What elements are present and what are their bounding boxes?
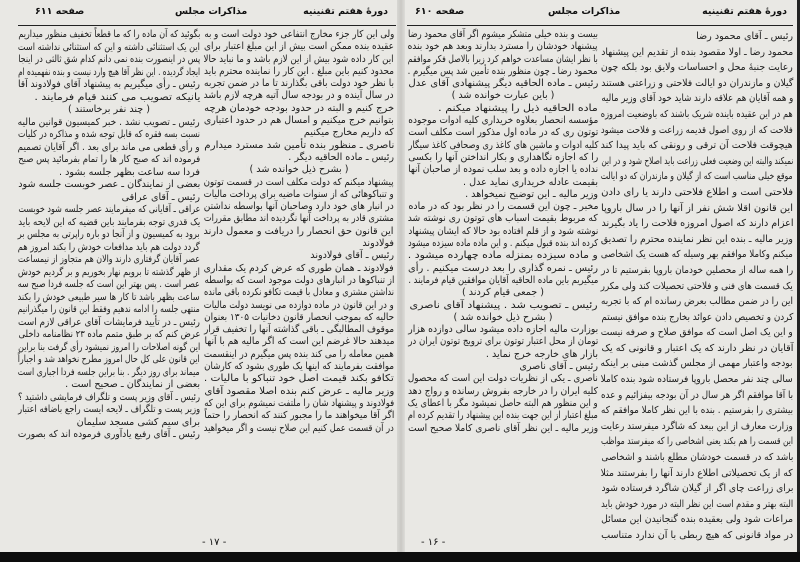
header-title: مذاکرات مجلس [548,6,621,17]
text-line: نوشته شود و از قلم افتاده بود حالا که ایشان پیشنهاد [408,225,598,237]
text-column-left [18,29,200,442]
text-line: وزیر مالیه ـ عرض کنم بنده اصلا مقصود آقای [204,385,394,397]
text-line: بیشتری را بفرستیم . بنده با این نظر کاملا موافقم که [601,405,793,417]
text-line: بعضی از نمایندگان ـ عصر خوبست جلسه شود [18,179,200,190]
text-line: و ماده سیزده بمنزله ماده چهارده میشود . [408,250,598,262]
text-line: فردا سه ساعت بظهر جلسه بشود . [59,166,200,178]
text-line: محمود رضا ـ چون منظور بنده تأمین شد پس میگیرم . [408,65,598,77]
text-line: موافقت بفرمایند که اینها یک طوری بشود که کارشان [204,361,394,373]
text-line: البته بهتر و مقدم است این نظر البته در مورد خودش باید [601,498,793,510]
text-line: هم در این عقیده باینده شریک باشند که باوضعیت امروزه [601,108,793,120]
text-line: کلیه ایران را در خارجه بفروش رسانده و رواج دهد [408,385,598,397]
text-line: برای زراعت چای اگر از گیلان شاگرد فرستاده شود [601,483,793,495]
text-line: و همه آقایان هم علاقه دارند شاید خود آقای وزیر مالیه [601,93,793,105]
text-line: این گونه اصلاحات را امروز نمیشود رأی گرفت بنا براین [18,341,200,353]
text-line: محمود رضا ـ اولا مقصود بنده از تقدیم این پیشنهاد [601,46,793,58]
text-line: مبلغ اعتبار از این جهت بنده این پیشنهاد را تقدیم کرده ام [408,410,598,422]
text-line: عرض کنم که بر طبق متمم ماده ۲۳ نظامنامه داخلی [18,329,200,340]
text-line: توتون ری که در ماده اول مذکور است مکلف است [408,127,598,139]
text-line: همین معامله را می کند بنده پس میگیرم در اینقسمت [204,348,394,360]
text-line: مراعات شود ولی بعقیده بنده گنجانیدن این مسائل [601,514,793,526]
text-line: ناصری ـ منظور بنده تأمین شد مسترد میدارم [204,139,394,151]
text-line: این را در ضمن مطالب بعرض رسانده ام که با تجربه [601,296,793,308]
text-line: بقیمت عادله خریداری نماید عدل . [463,176,598,188]
text-line: یک قدری توجه بفرمایند باین قضیه که این لایحه باید [18,216,200,228]
text-line: رئیس ـ آقای محمود رضا [696,31,793,42]
text-line: برود به کمیسیون و از آنجا دو باره راپرتی به مجلس بر [18,229,200,240]
text-line: بگوئید که آن ماده را که ما قطعاً تخفیف منظور میداریم [18,29,200,40]
text-line: با نظر خود دولت باقی بگذارند تا ما در ضمن تجربه [204,78,394,90]
text-line: محدود کنیم باین مبلغ . این کار را نماینده محترم باید [204,65,394,77]
text-line: موقوف المطالبگی ـ باقی گذاشته آنها را تخفیف قرار [204,324,394,336]
text-line: وزیر مالیه ـ این نظر آقای ناصری کاملا صحیح است [408,422,598,434]
text-line: باشد که در قسمت خودشان مطلع باشند و اشخاصی [601,452,793,464]
text-line: بوزارت مالیه اجازه داده میشود سالی دوازده هزار [408,324,598,336]
text-line: میگیریم باین ماده الحاقیه آقایان موافقین قیام فرمایند . [408,274,598,286]
text-line: اگر آقا میخواهند ما را مجبور کنند که انحصار را حتماً [204,410,394,422]
header-title: مذاکرات مجلس [175,6,248,17]
text-line: یانیکه تصویب می کنند قیام فرمایند . [33,91,200,103]
text-line: ( بشرح ذیل خوانده شد ) [453,311,553,323]
text-line: ( جمعی قیام کردند ) [462,287,544,299]
text-line: نداده یا اجازه داده و بعد سلب نموده از صاحبان آنها [408,164,598,176]
text-line: هیچوقت فلاحت آن ترقی و رونقی که باید پیدا کند [601,140,793,152]
text-line: رئیس ـ تصویب شد . پیشنهاد آقای ناصری [409,299,598,311]
text-line: رئیس ـ رأی میگیریم به پیشنهاد آقای فولادوند آقا [18,79,200,90]
header-session: دورهٔ هفتم تقنینیه [303,6,388,17]
text-line: فلاحتی است و اطلاع فلاحتی دارند یا رای دادن [601,186,793,198]
text-line: این قانون علی کل حال امروز مطرح نخواهد شد و اجباراً [18,354,200,365]
text-line: کردن و تخصیص دادن عوائد بخارج بنده موافق نیستم [601,311,793,323]
text-line: رئیس ـ آقای فولادوند [310,250,394,262]
text-line: پیشنهاد خودشان را مسترد بدارند وبعد هم خود بنده [408,41,598,53]
text-line: گیلان و مازندران دو ایالت فلاحتی و زراعتی هستند [601,77,793,89]
text-line: سالی چند نفر محصل باروپا فرستاده شود بنده کاملا [601,374,793,386]
text-line: تومان از محل اعتبار توتون برای ترویج توتون ایران در [408,336,598,348]
text-line: رئیس ـ تصویب نشد . خبر کمیسیون قوانین مالیه [18,116,200,128]
text-line: یک قسمت های فنی و فلاحتی تحصیلات کند ولی مکرر [601,280,793,292]
text-line: برای سیم کشی مسجد سلیمان [76,416,200,428]
text-line: از ظهر گذشته تا برویم نهار بخوریم و بر گردیم خودش [18,266,200,278]
text-line: رئیس ـ آقای عراقی [121,191,200,203]
text-column-right [204,29,394,435]
text-line: ایجاد گردیده . این نظر آقا هیچ وارد نیست و بنده نفهمیده ام [18,66,200,78]
text-line: مخبر ـ چون این قسمت را در نظر بود که در ماده [408,201,598,213]
text-line: و در این قانون در ماده دوازده می نویسد دولت مالیات [204,299,394,311]
text-line: که داریم مخارج میکنیم [303,127,394,139]
page-footer-number: - ۱۶ - [421,537,446,548]
text-line: را همه ساله از محصلین خودمان باروپا بفرستیم تا در [601,264,793,276]
text-line: رئیس ـ در تأیید فرمایشات آقای عراقی لازم است [18,316,200,328]
text-line: عراقی ـ آقایانی که میفرمایند عصر جلسه شود خوبست [18,204,200,215]
text-line: فولادوند [362,238,394,250]
text-line: وزیر پست و تلگراف ـ لایحه ایست راجع باضافه اعتبار [18,404,200,415]
text-line: میدهند حالا غرضم این است که اگر مالیه هم با آنها [204,336,394,348]
text-line: بتوانیم خرج میکنیم و امسال هم در حدود اعتباری [204,115,394,127]
scan-bottom-edge [0,552,800,562]
text-line: رئیس ـ آقای وزیر پست و تلگراف فرمایشی داشتید ؟ [18,391,200,403]
text-line: ماده الحاقیه ذیل را پیشنهاد میکنم . [438,102,598,114]
text-line: مشتری قادر به پرداخت آنها نگردیده اند مطابق مقررات [204,213,394,225]
text-line: بودجه واعتبار مهمی از مجلس گذشت مبنی بر اینکه [601,358,793,370]
text-line: در مواد قانونی که هیچ ربطی با آن ندارد متناسب [601,530,793,541]
text-line: اعزام دارند که اصول امروزه فلاحت را یاد بگیرند [601,218,793,230]
text-line: پس در اینصورت بنده نمی دانم کدام شق ثالثی در اینجا [18,54,200,65]
text-line: بعضی از نمایندگان ـ صحیح است . [65,379,200,390]
text-line: و این منظور هم البته حاصل نمیشود مگر با اعطای یک [408,397,598,409]
text-line: فولادوند ـ همان طوری که عرض کردم یک مقداری [204,262,394,274]
text-line: و این یک اصل است که موافق صلاح و صرفه نیست [601,327,793,339]
text-line: پیشنهاد میکنم که دولت مکلف است در قسمت توتون [204,176,394,188]
text-column-right [601,29,793,544]
text-line: میکنم وکاملا موافقم بهر وسیله که هست یک اشخاصی [601,249,793,261]
text-line: با نظر ایشان مساعدت خواهم کرد زیرا بالاصل فکر موافقم [408,53,598,65]
text-line: کرده اند بنده قبول میکنم . و این ماده ماده سیزده میشود [408,238,598,250]
header-page-number: صفحه ۶۱۱ [35,6,85,17]
text-line: منتهی جلسه را ادامه ندهیم وفقط این قانون را میگذرانیم [18,304,200,315]
text-line: که مربوط بقیمت اسباب های توتون ری نوشته شد [408,213,598,225]
text-line: را که اجازه نگاهداری و بکار انداختن آنها را بکسی [408,151,598,163]
text-line: عصر آقایان گرفتاری دارند والان هم متجاوز از نیمساعت [18,254,200,265]
text-line: این کار داده شود بیش از این لازم باشد و ما نباید حالا [204,53,394,65]
text-line: نمیکند والبته این وضعیت فعلی زراعت باید اصلاح شود و در این [601,155,793,167]
text-line: ( بشرح ذیل خوانده شد ) [249,164,349,176]
text-line: وزیر مالیه ـ بنده این نظر نماینده محترم را تصدیق [601,233,793,245]
text-line: میماند برای روز دیگر . بنا براین جلسه فردا اجباری است [18,366,200,378]
text-line: بیست و بنده خیلی متشکر میشوم اگر آقای محمود رضا [408,29,598,40]
text-line: ( باین عبارت خوانده شد ) [451,90,555,102]
right-page [403,0,797,552]
text-line: بازار های خارجه خرج نماید . [485,348,598,360]
text-line: این قانون حق انحصار را دریافت و معمول دارند [204,225,394,237]
text-line: حالیه که بموجب انحصار قانون دخانیات ۱۳۰۵ بعنوان [204,311,394,323]
text-line: ( چند نفر برخاستند ) [67,104,151,115]
text-line: این قسمت را هم بکند یعنی اشخاصی را که میفرستد مواظب [601,436,793,448]
text-line: مؤسسه انحصار بعلاوه خریداری کلیه ادوات موجوده [408,115,598,127]
text-line: تکافو بکند قیمت اصل خود تنباکو با مالیات . [204,373,394,385]
text-line: خرج کنیم و البته در حدود بودجه خودمان هرچه [204,102,394,114]
text-line: از تنباکوها در انبارهای دولت موجود است که بواسطه [204,274,394,286]
header-rule [407,25,793,26]
page-footer-number: - ۱۷ - [202,537,227,548]
text-line: آقایان در نظر دارند که یک اعتبار و قانونی که یک [601,342,793,354]
text-line: رئیس ـ نمره گذاری را بعد درست میکنیم . رأی [408,262,598,274]
text-line: فولادوند و پیشنهاد شان را ملتفت نمیشوم برای این که [204,397,394,409]
text-line: عقیده بنده ممکن است بیش از این مبلغ اعتبار برای [204,41,394,53]
text-line: رئیس ـ آقای ناصری [519,361,598,373]
text-line: در آن قسمت عمل کنیم این صلاح نیست و اگر میخواهید [204,422,394,434]
text-column-left [408,29,598,435]
header-page-number: صفحه ۶۱۰ [415,6,465,17]
text-line: در انبار های خود دارد وصاحبان آنها بواسطه نداشتن [204,201,394,213]
text-line: موقع خیلی مناسب است که از گیلان و مازندران که دو ایالت [601,171,793,183]
text-line: ساعت بظهر باشد تا کار ها سیر طبیعی خودش را بکند [18,291,200,303]
text-line: رعایت جنبهٔ محل و احساسات ولایق بود بلکه چون [601,62,793,74]
left-page [0,0,400,552]
text-line: کلیه ادوات و ماشین های کاغذ ری وصحافی کاغذ سیگار [408,139,598,151]
text-line: نداشتن مشتری و معادل با قیمت تکافو نکرده باقی مانده [204,287,394,299]
text-line: ولی این کار جزء مخارج انتفاعی خود دولت است و به [204,29,394,40]
text-line: عصر است . پس بهتر این است که جلسه فردا صبح سه [18,279,200,290]
text-line: ناصری ـ یکی از نظریات دولت این است که محصول [408,373,598,385]
text-line: و تنباکوهائی که از سنوات ماضیه برای پرداخت مالیات [204,188,394,200]
text-line: وزیر مالیه ـ این توضیح نمیخواهد . [465,188,598,200]
text-line: وزارت معارف از این ببعد که شاگرد میفرستد رعایت [601,420,793,432]
header-session: دورهٔ هفتم تقنینیه [702,6,787,17]
text-line: در سال آینده و در بودجه سال آتیه هرچه لازم باشد [204,90,394,102]
text-line: که از یک تحصیلاتی اطلاع دارند آنها را بفرستند مثلا [601,467,793,479]
text-line: فلاحت که از روی اصول قدیمه زراعت و فلاحت میشود [601,124,793,136]
text-line: فرموده اند که صبح کار ها را تمام بفرمائید پس صبح [18,154,200,165]
text-line: این قانون اقلا شش نفر از آنها را در سال باروپا [601,202,793,214]
text-line: رئیس ـ ماده الحاقیه دیگر . [288,151,394,163]
header-rule [18,25,396,26]
text-line: گردد دولت هم باید مدافعات خودش را بکند امروز هم [18,241,200,253]
text-line: و رأی قطعی می ماند برای بعد . اگر آقایان تصمیم [18,141,200,153]
text-line: نسبت بسه فقره که قابل توجه شده و مذاکره در کلیات [18,129,200,140]
text-line: رئیس ـ آقای رفیع یادآوری فرموده اند که بصورت [18,429,200,440]
text-line: این یک استثنائی داشته و این که استثنائی نداشته است [18,41,200,53]
text-line: با آقا موافقم اگر هر سال در آن بودجه بیفزائیم و عده [601,389,793,401]
text-line: رئیس ـ ماده الحاقیه دیگر پیشنهادی آقای عدل [408,78,598,90]
